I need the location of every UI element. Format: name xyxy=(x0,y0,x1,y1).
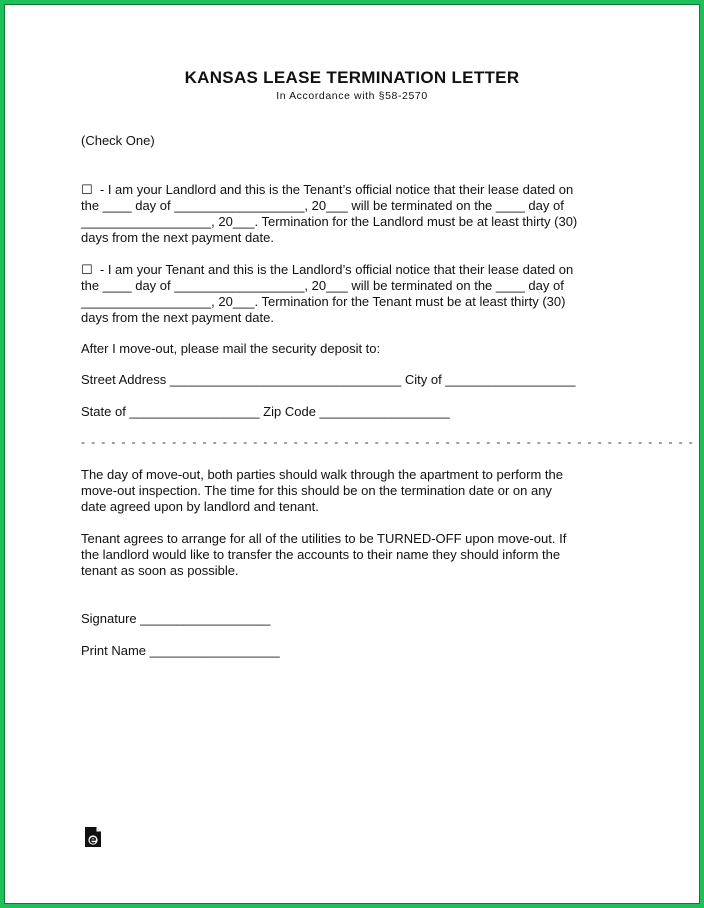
signature-row xyxy=(81,611,621,627)
utilities-line-1: Tenant agrees to arrange for all of the utilities to be TURNED-OFF upon move-out. If xyxy=(81,531,567,546)
utilities-line-3: tenant as soon as possible. xyxy=(81,563,239,578)
landlord-option-paragraph xyxy=(81,182,621,246)
street-address-field[interactable]: Street Address ________________________________ City of __________________ xyxy=(81,372,576,387)
cut-divider: - - - - - - - - - - - - - - - - - - - - - - - - - - - - - - - - - - - - - - - - - - - - - - - - - - - - - - - - - - - - - xyxy=(81,435,695,449)
tenant-option-paragraph xyxy=(81,262,621,326)
deposit-intro: After I move-out, please mail the security deposit to: xyxy=(81,341,381,356)
tenant-option-line-2: the ____ day of __________________, 20___ will be terminated on the ____ day of xyxy=(81,278,564,293)
landlord-option-line-2: the ____ day of __________________, 20___ will be terminated on the ____ day of xyxy=(81,198,564,213)
signature-field[interactable]: Signature __________________ xyxy=(81,611,271,626)
document-subtitle: In Accordance with §58-2570 xyxy=(276,90,428,102)
landlord-option-line-4: days from the next payment date. xyxy=(81,230,274,245)
walkthrough-line-2: move-out inspection. The time for this should be on the termination date or on any xyxy=(81,483,552,498)
walkthrough-paragraph xyxy=(81,467,621,515)
utilities-paragraph xyxy=(81,531,621,579)
walkthrough-line-3: date agreed upon by landlord and tenant. xyxy=(81,499,319,514)
tenant-option-line-4: days from the next payment date. xyxy=(81,310,274,325)
print-name-row xyxy=(81,643,621,659)
print-name-field[interactable]: Print Name __________________ xyxy=(81,643,280,658)
walkthrough-line-1: The day of move-out, both parties should walk through the apartment to perform the xyxy=(81,467,563,482)
street-address-row xyxy=(81,372,621,388)
state-zip-row xyxy=(81,404,621,420)
document-title: KANSAS LEASE TERMINATION LETTER xyxy=(184,68,520,87)
document-e-logo-icon xyxy=(84,826,102,848)
landlord-option-line-3: __________________, 20___. Termination for the Landlord must be at least thirty (30) xyxy=(81,214,578,229)
tenant-option-line-1[interactable]: ☐ - I am your Tenant and this is the Landlord’s official notice that their lease dated on xyxy=(81,262,574,277)
tenant-option-line-3: __________________, 20___. Termination for the Tenant must be at least thirty (30) xyxy=(81,294,566,309)
check-one-label: (Check One) xyxy=(81,133,155,148)
state-zip-field[interactable]: State of __________________ Zip Code __________________ xyxy=(81,404,450,419)
utilities-line-2: the landlord would like to transfer the accounts to their name they should inform the xyxy=(81,547,561,562)
landlord-option-line-1[interactable]: ☐ - I am your Landlord and this is the Tenant’s official notice that their lease dated on xyxy=(81,182,574,197)
